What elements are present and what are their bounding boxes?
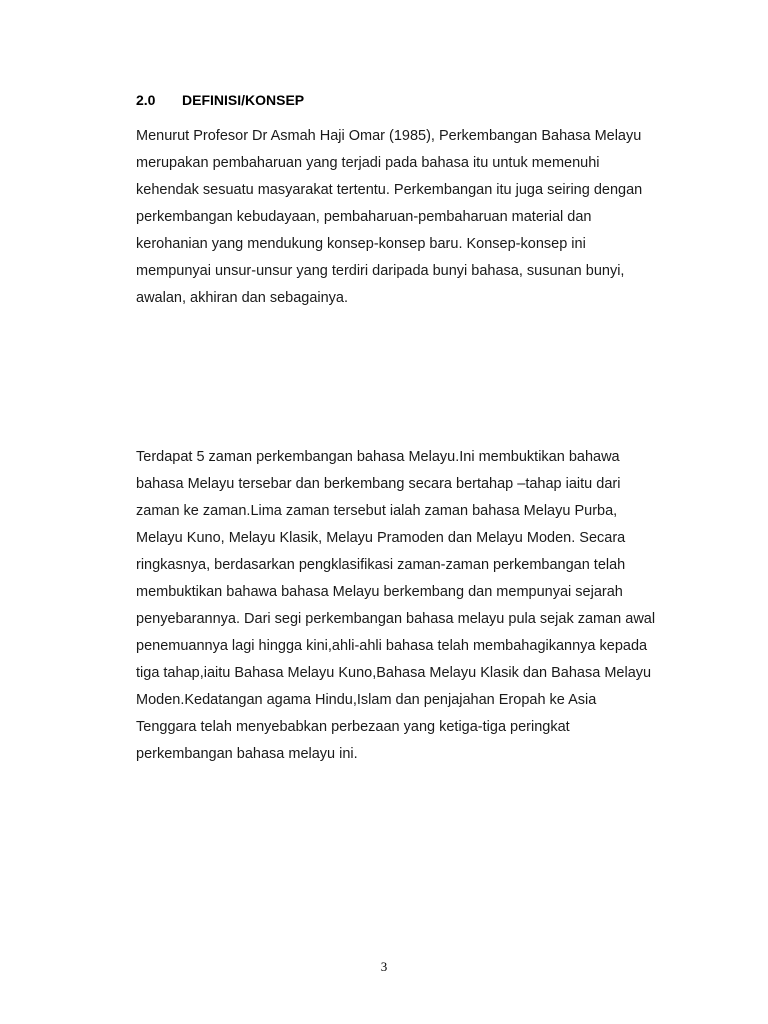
page-number: 3 — [380, 959, 388, 974]
paragraph-line: Tenggara telah menyebabkan perbezaan yang ketiga-tiga peringkat — [136, 719, 570, 735]
paragraph-line: kehendak sesuatu masyarakat tertentu. Perkembangan itu juga seiring dengan — [136, 182, 643, 198]
section-title: DEFINISI/KONSEP — [182, 92, 305, 108]
paragraph-line: merupakan pembaharuan yang terjadi pada bahasa itu untuk memenuhi — [136, 155, 600, 171]
paragraph-line: ringkasnya, berdasarkan pengklasifikasi zaman-zaman perkembangan telah — [136, 557, 626, 573]
paragraph-line: perkembangan kebudayaan, pembaharuan-pembaharuan material dan — [136, 209, 592, 225]
paragraph-definition — [136, 123, 676, 312]
section-heading — [136, 92, 304, 108]
paragraph-line: zaman ke zaman.Lima zaman tersebut ialah zaman bahasa Melayu Purba, — [136, 503, 618, 519]
paragraph-line: penyebarannya. Dari segi perkembangan bahasa melayu pula sejak zaman awal — [136, 611, 656, 627]
paragraph-line: penemuannya lagi hingga kini,ahli-ahli bahasa telah membahagikannya kepada — [136, 638, 648, 654]
paragraph-eras — [136, 444, 676, 768]
paragraph-line: Menurut Profesor Dr Asmah Haji Omar (1985), Perkembangan Bahasa Melayu — [136, 128, 642, 144]
paragraph-line: Moden.Kedatangan agama Hindu,Islam dan penjajahan Eropah ke Asia — [136, 692, 597, 708]
paragraph-line: bahasa Melayu tersebar dan berkembang secara bertahap –tahap iaitu dari — [136, 476, 621, 492]
paragraph-line: awalan, akhiran dan sebagainya. — [136, 290, 349, 306]
paragraph-line: mempunyai unsur-unsur yang terdiri daripada bunyi bahasa, susunan bunyi, — [136, 263, 625, 279]
paragraph-line: kerohanian yang mendukung konsep-konsep baru. Konsep-konsep ini — [136, 236, 586, 252]
paragraph-line: Melayu Kuno, Melayu Klasik, Melayu Pramoden dan Melayu Moden. Secara — [136, 530, 626, 546]
paragraph-line: tiga tahap,iaitu Bahasa Melayu Kuno,Bahasa Melayu Klasik dan Bahasa Melayu — [136, 665, 652, 681]
paragraph-line: Terdapat 5 zaman perkembangan bahasa Melayu.Ini membuktikan bahawa — [136, 449, 620, 465]
paragraph-line: membuktikan bahawa bahasa Melayu berkembang dan mempunyai sejarah — [136, 584, 623, 600]
paragraph-line: perkembangan bahasa melayu ini. — [136, 746, 358, 762]
section-number: 2.0 — [136, 92, 156, 108]
